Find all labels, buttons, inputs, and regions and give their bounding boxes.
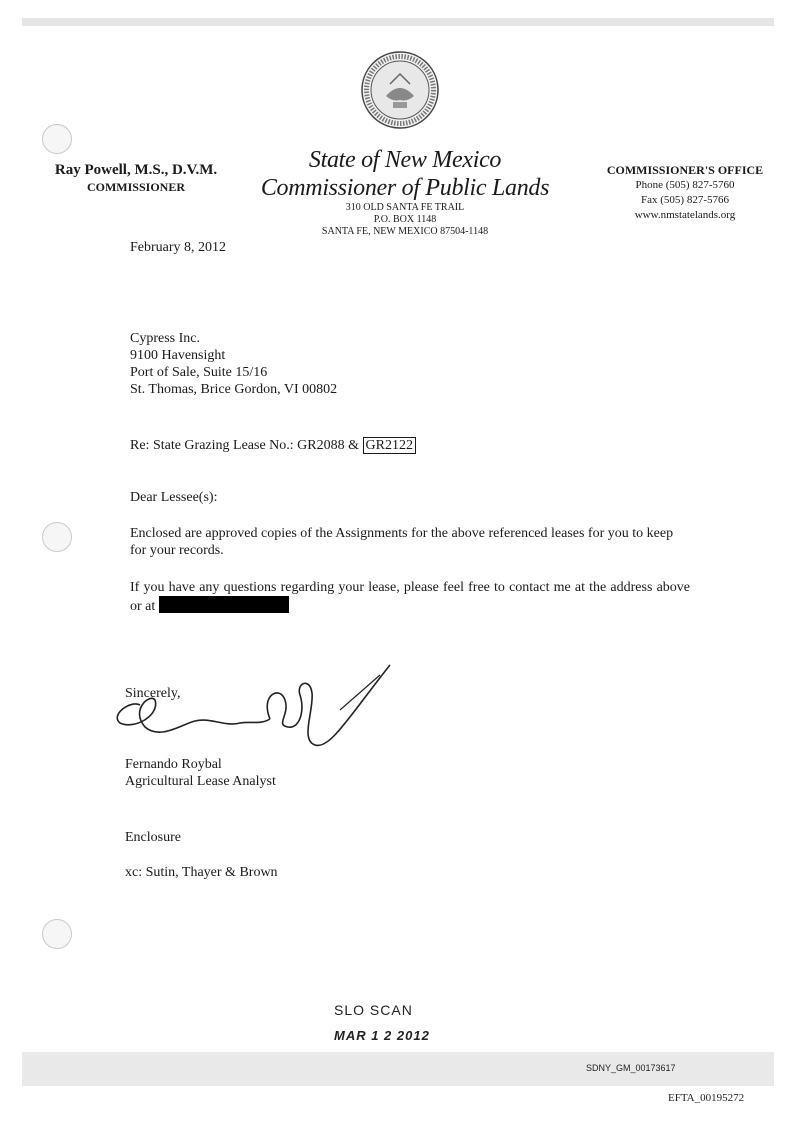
agency-address-line: SANTA FE, NEW MEXICO 87504-1148 (321, 226, 489, 237)
signer-title: Agricultural Lease Analyst (125, 774, 276, 789)
commissioner-title: COMMISSIONER (86, 180, 185, 194)
letter-date: February 8, 2012 (130, 240, 227, 255)
recipient-address (130, 330, 337, 398)
recipient-line: 9100 Havensight (130, 348, 226, 363)
commissioner-name: Ray Powell, M.S., D.V.M. (54, 162, 218, 178)
bates-number: SDNY_GM_00173617 (586, 1063, 676, 1073)
body-paragraph-2 (130, 579, 690, 615)
top-scan-bar (22, 18, 774, 26)
office-phone: Phone (505) 827-5760 (635, 179, 735, 191)
office-website: www.nmstatelands.org (634, 209, 736, 221)
recipient-line: Port of Sale, Suite 15/16 (130, 365, 268, 380)
signature-icon (100, 655, 400, 755)
efta-number: EFTA_00195272 (668, 1092, 745, 1104)
closing: Sincerely, (125, 686, 181, 701)
office-name: COMMISSIONER'S OFFICE (606, 163, 764, 177)
recipient-line: St. Thomas, Brice Gordon, VI 00802 (130, 382, 338, 397)
body-paragraph-1: Enclosed are approved copies of the Assignments for the above referenced leases for you to keep for your records. (130, 526, 674, 558)
salutation: Dear Lessee(s): (130, 490, 218, 505)
agency-address-line: 310 OLD SANTA FE TRAIL (345, 202, 465, 213)
punch-hole (42, 124, 72, 154)
agency-address-line: P.O. BOX 1148 (373, 214, 437, 225)
enclosure-note: Enclosure (125, 830, 181, 845)
office-fax: Fax (505) 827-5766 (641, 194, 729, 206)
commissioner-block (36, 162, 236, 195)
reference-lease-boxed: GR2122 (363, 437, 416, 454)
reference-prefix: Re: State Grazing Lease No.: GR2088 & (130, 438, 360, 453)
carbon-copy-line: xc: Sutin, Thayer & Brown (125, 865, 278, 880)
state-title: State of New Mexico (308, 147, 502, 173)
signer-block (125, 756, 276, 790)
recipient-line: Cypress Inc. (130, 331, 200, 346)
reference-line (130, 437, 416, 454)
punch-hole (42, 522, 72, 552)
signer-name: Fernando Roybal (125, 757, 222, 772)
agency-heading (250, 146, 560, 238)
agency-title: Commissioner of Public Lands (260, 175, 550, 201)
office-contact-block (596, 163, 774, 223)
body-paragraph-2-text: If you have any questions regarding your lease, please feel free to contact me at the address above or at (130, 580, 690, 614)
state-seal-icon (360, 50, 440, 130)
scan-stamp: SLO SCAN (334, 1002, 413, 1018)
punch-hole (42, 919, 72, 949)
redaction-bar (159, 596, 289, 613)
scan-date-stamp: MAR 1 2 2012 (334, 1028, 430, 1043)
